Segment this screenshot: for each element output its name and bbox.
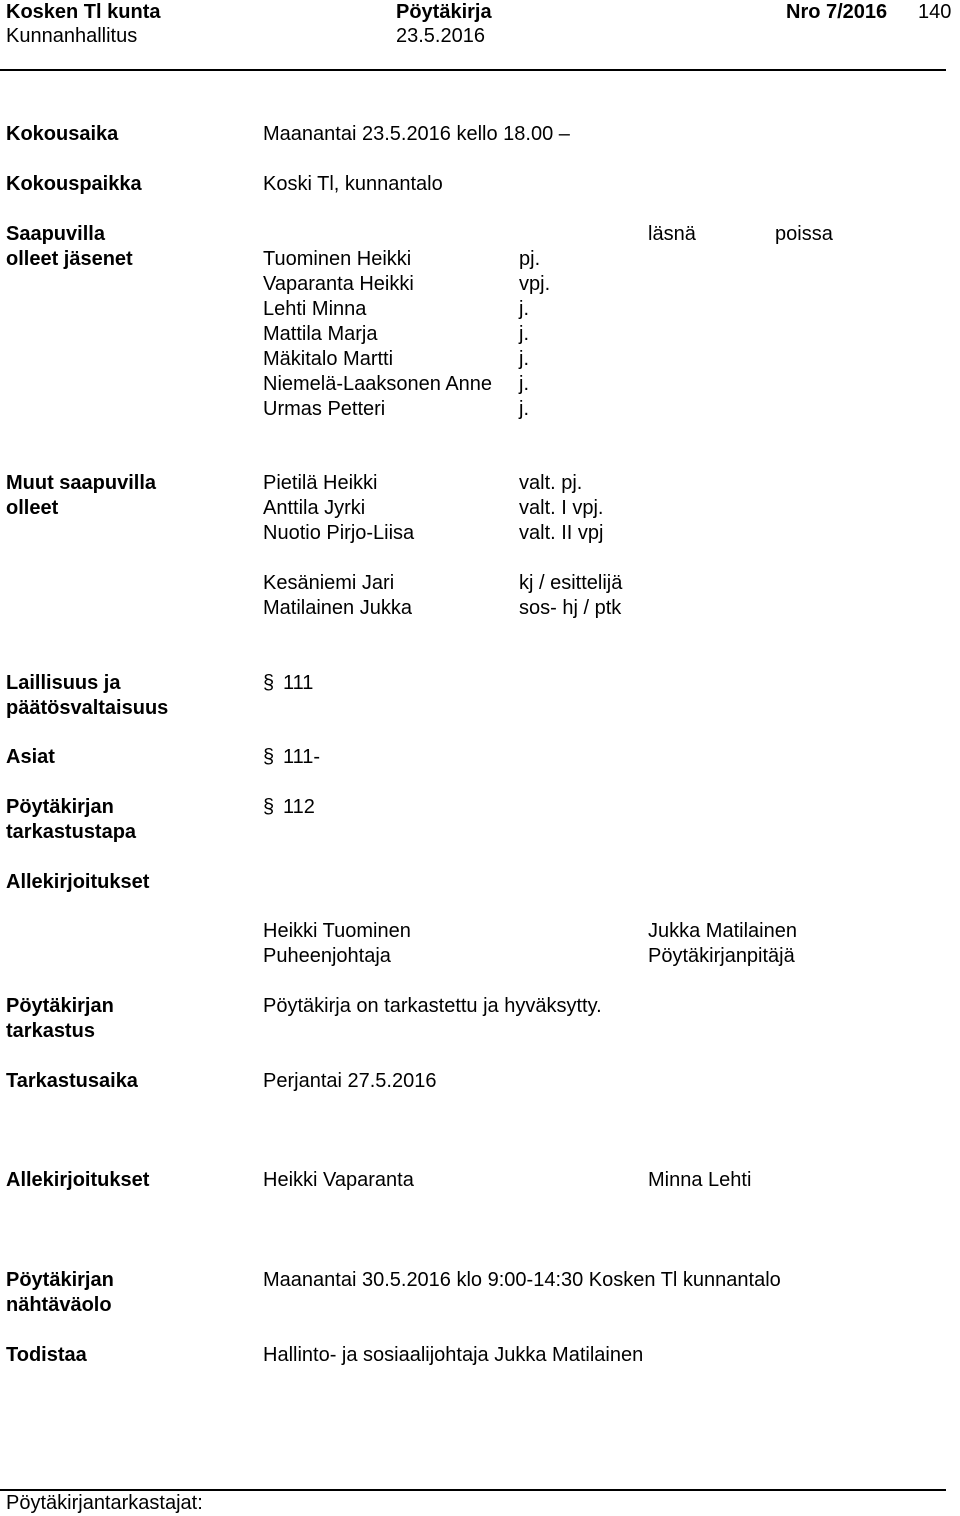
certify-label: Todistaa xyxy=(6,1344,87,1366)
header-page-number: 140 xyxy=(918,1,952,23)
chair-title: Puheenjohtaja xyxy=(263,945,391,967)
matters-sections: 111- xyxy=(283,746,321,768)
attendees-col-absent: poissa xyxy=(775,223,833,245)
header-doc-number: Nro 7/2016 xyxy=(786,1,888,23)
reviewer-name: Heikki Vaparanta xyxy=(263,1169,414,1191)
secretary-name: Jukka Matilainen xyxy=(648,920,797,942)
member-role: pj. xyxy=(519,248,541,270)
official-role: kj / esittelijä xyxy=(519,572,623,594)
signatures-label: Allekirjoitukset xyxy=(6,871,150,893)
meeting-time-value: Maanantai 23.5.2016 kello 18.00 – xyxy=(263,123,570,145)
header-date: 23.5.2016 xyxy=(396,25,485,47)
member-name: Lehti Minna xyxy=(263,298,367,320)
meeting-time-label: Kokousaika xyxy=(6,123,119,145)
attendees-label-line2: olleet jäsenet xyxy=(6,248,133,270)
review-method-label-line2: tarkastustapa xyxy=(6,821,137,843)
review-method-label-line1: Pöytäkirjan xyxy=(6,796,114,818)
display-label-line2: nähtäväolo xyxy=(6,1294,112,1316)
section-symbol: § xyxy=(263,796,275,818)
display-label-line1: Pöytäkirjan xyxy=(6,1269,114,1291)
review-method-section: 112 xyxy=(283,796,315,818)
chair-name: Heikki Tuominen xyxy=(263,920,411,942)
member-name: Urmas Petteri xyxy=(263,398,386,420)
attendees-col-present: läsnä xyxy=(648,223,696,245)
official-role: sos- hj / ptk xyxy=(519,597,622,619)
reviewer-name: Minna Lehti xyxy=(648,1169,752,1191)
attendees-label-line1: Saapuvilla xyxy=(6,223,105,245)
section-symbol: § xyxy=(263,672,275,694)
review-time-value: Perjantai 27.5.2016 xyxy=(263,1070,437,1092)
member-role: j. xyxy=(519,348,529,370)
member-name: Niemelä-Laaksonen Anne xyxy=(263,373,493,395)
other-name: Nuotio Pirjo-Liisa xyxy=(263,522,415,544)
member-name: Mäkitalo Martti xyxy=(263,348,394,370)
member-role: j. xyxy=(519,373,529,395)
member-role: j. xyxy=(519,323,529,345)
review-time-label: Tarkastusaika xyxy=(6,1070,138,1092)
member-name: Vaparanta Heikki xyxy=(263,273,414,295)
legality-label-line1: Laillisuus ja xyxy=(6,672,121,694)
certify-value: Hallinto- ja sosiaalijohtaja Jukka Matilainen xyxy=(263,1344,644,1366)
meeting-place-value: Koski Tl, kunnantalo xyxy=(263,173,443,195)
member-role: j. xyxy=(519,298,529,320)
review-text: Pöytäkirja on tarkastettu ja hyväksytty. xyxy=(263,995,602,1017)
legality-label-line2: päätösvaltaisuus xyxy=(6,697,169,719)
review-signatures-label: Allekirjoitukset xyxy=(6,1169,150,1191)
other-role: valt. pj. xyxy=(519,472,583,494)
other-name: Pietilä Heikki xyxy=(263,472,378,494)
legality-section: 111 xyxy=(283,672,314,694)
display-value: Maanantai 30.5.2016 klo 9:00-14:30 Kosken Tl kunnantalo xyxy=(263,1269,781,1291)
others-label-line1: Muut saapuvilla xyxy=(6,472,157,494)
secretary-title: Pöytäkirjanpitäjä xyxy=(648,945,795,967)
member-role: vpj. xyxy=(519,273,551,295)
header-body-name: Kunnanhallitus xyxy=(6,25,138,47)
header-doc-type: Pöytäkirja xyxy=(396,1,492,23)
header-rule xyxy=(0,69,946,71)
others-label-line2: olleet xyxy=(6,497,59,519)
matters-label: Asiat xyxy=(6,746,55,768)
footer-reviewers-label: Pöytäkirjantarkastajat: xyxy=(6,1492,203,1514)
member-name: Mattila Marja xyxy=(263,323,378,345)
member-name: Tuominen Heikki xyxy=(263,248,412,270)
other-role: valt. II vpj xyxy=(519,522,604,544)
official-name: Kesäniemi Jari xyxy=(263,572,395,594)
review-label-line2: tarkastus xyxy=(6,1020,95,1042)
other-role: valt. I vpj. xyxy=(519,497,604,519)
official-name: Matilainen Jukka xyxy=(263,597,412,619)
section-symbol: § xyxy=(263,746,275,768)
member-role: j. xyxy=(519,398,529,420)
other-name: Anttila Jyrki xyxy=(263,497,366,519)
meeting-place-label: Kokouspaikka xyxy=(6,173,142,195)
header-org: Kosken Tl kunta xyxy=(6,1,161,23)
review-label-line1: Pöytäkirjan xyxy=(6,995,114,1017)
